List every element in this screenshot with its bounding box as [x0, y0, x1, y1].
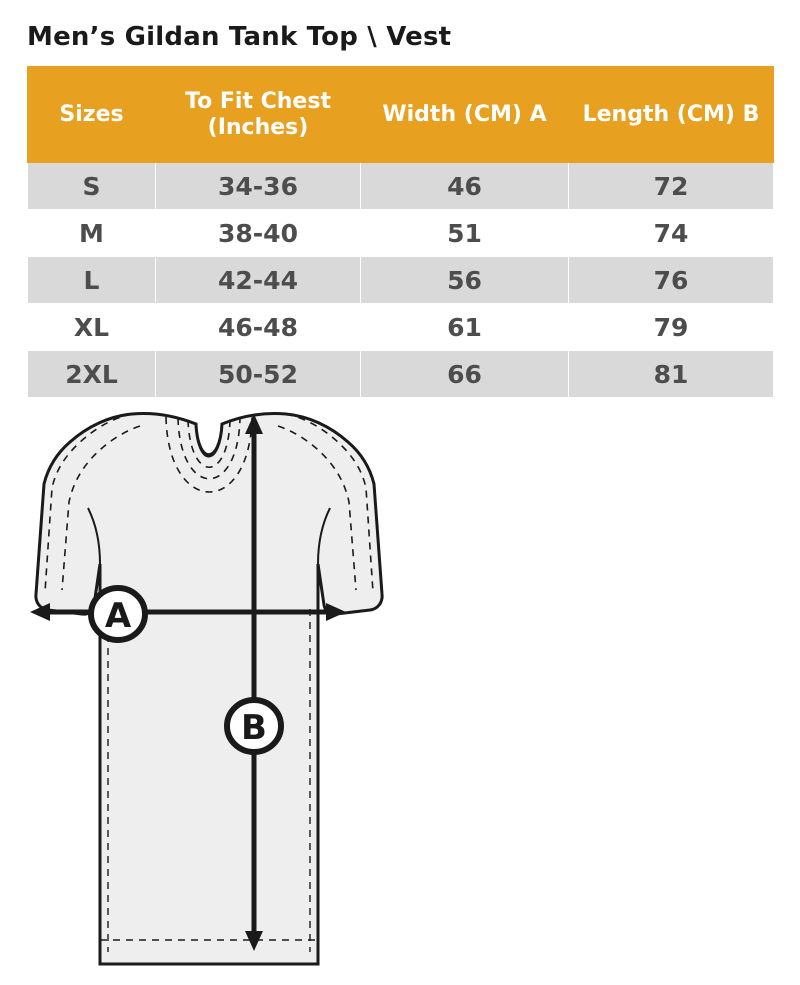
- garment-outline: [36, 413, 382, 964]
- cell-size: S: [28, 163, 156, 210]
- table-row: [28, 163, 774, 210]
- cell-length: 74: [569, 210, 774, 257]
- cell-length: 76: [569, 257, 774, 304]
- tank-top-diagram: [0, 404, 800, 985]
- marker-a: [91, 588, 145, 640]
- cell-chest: 34-36: [156, 163, 361, 210]
- cell-width: 61: [361, 304, 569, 351]
- cell-chest: 46-48: [156, 304, 361, 351]
- cell-size: XL: [28, 304, 156, 351]
- cell-width: 66: [361, 351, 569, 398]
- marker-b: [227, 700, 281, 752]
- table-row: [28, 304, 774, 351]
- table-row: [28, 210, 774, 257]
- size-chart-table: [27, 66, 774, 398]
- column-header-length: Length (CM) B: [569, 67, 774, 163]
- cell-chest: 50-52: [156, 351, 361, 398]
- column-header-chest: To Fit Chest (Inches): [156, 67, 361, 163]
- cell-chest: 38-40: [156, 210, 361, 257]
- marker-a-label: A: [104, 596, 132, 636]
- cell-size: 2XL: [28, 351, 156, 398]
- cell-size: M: [28, 210, 156, 257]
- table-header-row: [28, 67, 774, 163]
- marker-b-label: B: [241, 708, 267, 748]
- cell-length: 79: [569, 304, 774, 351]
- cell-size: L: [28, 257, 156, 304]
- cell-width: 56: [361, 257, 569, 304]
- cell-length: 81: [569, 351, 774, 398]
- cell-chest: 42-44: [156, 257, 361, 304]
- page-title: Men’s Gildan Tank Top \ Vest: [27, 22, 452, 52]
- table-body: [28, 163, 774, 398]
- table-header: [28, 67, 774, 163]
- cell-width: 51: [361, 210, 569, 257]
- column-header-sizes: Sizes: [28, 67, 156, 163]
- table-row: [28, 257, 774, 304]
- table-row: [28, 351, 774, 398]
- cell-width: 46: [361, 163, 569, 210]
- column-header-width: Width (CM) A: [361, 67, 569, 163]
- cell-length: 72: [569, 163, 774, 210]
